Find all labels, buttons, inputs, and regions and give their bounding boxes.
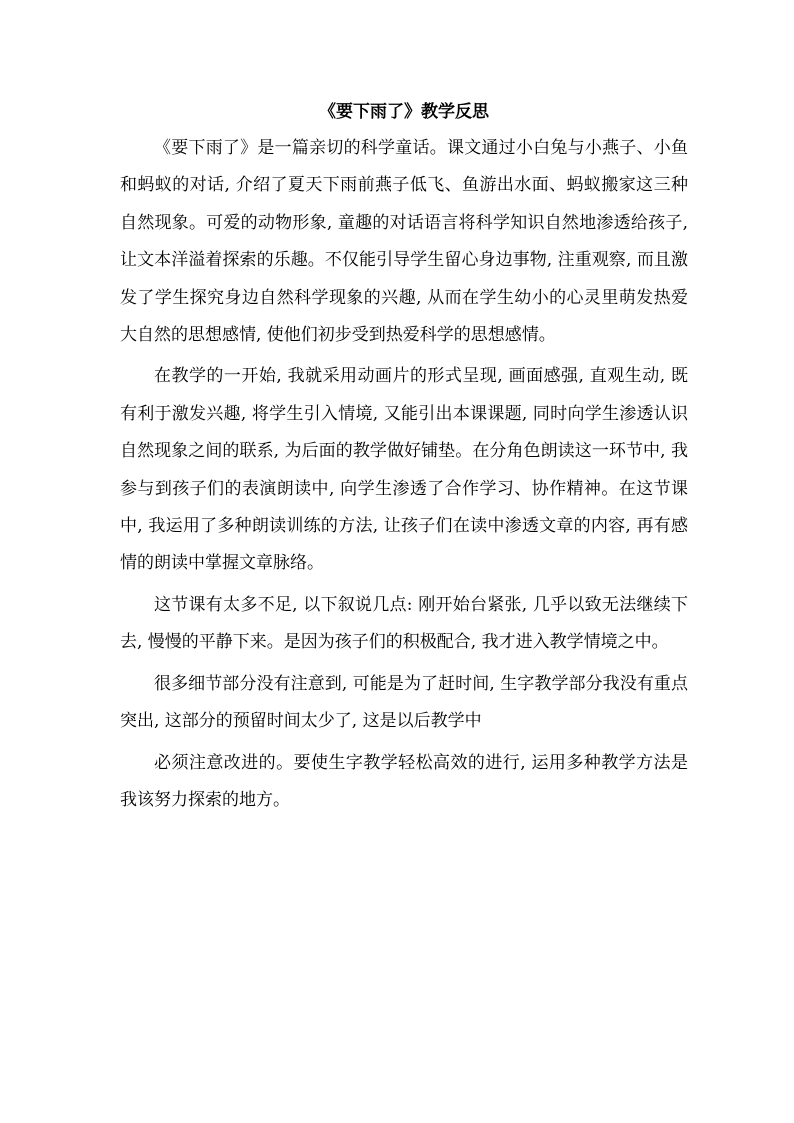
paragraph-shortcomings: 这节课有太多不足, 以下叙说几点: 刚开始台紧张, 几乎以致无法继续下去, 慢慢的平静下来。是因为孩子们的积极配合, 我才进入教学情境之中。 [120, 594, 688, 653]
paragraph-details: 很多细节部分没有注意到, 可能是为了赶时间, 生字教学部分我没有重点突出, 这部分的预留时间太少了, 这是以后教学中 [120, 673, 688, 732]
paragraph-improvement: 必须注意改进的。要使生字教学轻松高效的进行, 运用多种教学方法是我该努力探索的地方。 [120, 752, 688, 810]
paragraph-teaching-process: 在教学的一开始, 我就采用动画片的形式呈现, 画面感强, 直观生动, 既有利于激发兴趣, 将学生引入情境, 又能引出本课课题, 同时向学生渗透认识自然现象之间的联系, 为后面的教学做好铺垫。在分角色朗读这一环节中, 我参与到孩子们的表演朗读中, 向学生渗透了合作学习、协作精神。在这节课中, 我运用了多种朗读训练的方法, 让孩子们在读中渗透文章的内容, 再有感情的朗读中掌握文章脉络。 [120, 366, 688, 574]
document-page [120, 100, 688, 819]
paragraph-intro: 《要下雨了》是一篇亲切的科学童话。课文通过小白兔与小燕子、小鱼和蚂蚁的对话, 介绍了夏天下雨前燕子低飞、鱼游出水面、蚂蚁搬家这三种自然现象。可爱的动物形象, 童趣的对话语言将科学知识自然地渗透给孩子, 让文本洋溢着探索的乐趣。不仅能引导学生留心身边事物, 注重观察, 而且激发了学生探究身边自然科学现象的兴趣, 从而在学生幼小的心灵里萌发热爱大自然的思想感情, 使他们初步受到热爱科学的思想感情。 [120, 138, 688, 346]
document-title: 《要下雨了》教学反思 [319, 102, 489, 122]
